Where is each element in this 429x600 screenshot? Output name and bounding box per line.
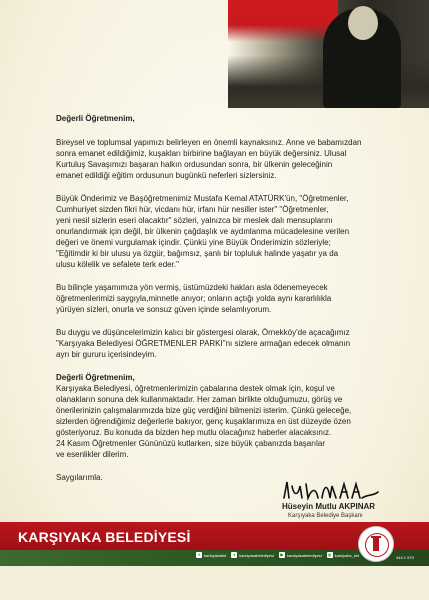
- social-label: karsiyaka_bel: [334, 552, 360, 558]
- signature-scribble: [280, 478, 380, 504]
- phone-number: 444 1 570: [396, 555, 414, 560]
- social-item-instagram[interactable]: [327, 552, 359, 558]
- social-label: karsiyakabld: [204, 552, 227, 558]
- signature-title: Karşıyaka Belediye Başkanı: [288, 513, 363, 519]
- facebook-icon: f: [196, 552, 202, 558]
- social-item-twitter[interactable]: [231, 552, 274, 558]
- flag-graphic: [228, 0, 338, 42]
- instagram-icon: ◎: [327, 552, 332, 557]
- social-links: [196, 552, 359, 558]
- social-item-youtube[interactable]: [279, 552, 322, 558]
- clock-tower-icon: [373, 537, 379, 551]
- municipality-emblem: [358, 526, 394, 562]
- salutation: Değerli Öğretmenim,: [56, 114, 135, 123]
- social-item-facebook[interactable]: [196, 552, 226, 558]
- paragraph-1: Bireysel ve toplumsal yapımızı belirleyen en önemli kaynaksınız. Anne ve babamızdan sonra emanet edildiğimiz, kuşakları birbirine bağlayan en büyük değersiniz. Ulusal Kurtuluş Savaşımızı başaran halkın ordusundan sonra, bir ülkenin geleceğinin emanet edildiği eğitim ordusunun bugünkü neferleri sizlersiniz.: [56, 138, 362, 180]
- brand-label: KARŞIYAKA BELEDİYESİ: [18, 529, 191, 545]
- paragraph-4: Bu duygu ve düşüncelerimizin kalıcı bir göstergesi olarak, Örnekköy'de açacağımız "Karşıyaka Belediyesi ÖĞRETMENLER PARKI"nı sizlere armağan edecek olmanın ayrı bir gururu içerisindeyim.: [56, 328, 351, 359]
- social-label: karsiyakabelediyesi: [286, 552, 322, 558]
- head-graphic: [348, 6, 378, 40]
- signature-name: Hüseyin Mutlu AKPINAR: [282, 502, 376, 511]
- paragraph-2: Büyük Önderimiz ve Başöğretmenimiz Mustafa Kemal ATATÜRK'ün, "Öğretmenler, Cumhuriyet sizden fikri hür, vicdanı hür, irfanı hür nesiller ister" "Öğretmenler, yeni nesil sizlerin eseri olacaktır" sözleri, yalnızca bir meslek dalı mensuplarını onurlandırmak için değil, bir ülkenin çağdaşlık ve aydınlanma mücadelesine verilen değeri ve önemi vurgulamak içindir. Çünkü yine Büyük Önderimizin sözleriyle; "Eğitimdir ki bir ulusu ya özgür, bağımsız, şanlı bir topluluk halinde yaşatır ya da ulusu kölelik ve sefalete terk eder.": [56, 194, 350, 269]
- paragraph-3: Bu bilinçle yaşamımıza yön vermiş, üstümüzdeki hakları asla ödenemeyecek öğretmenlerimizi saygıyla,minnetle anıyor; onların açtığı yolda aynı kararlılıkla yürüyen sizleri, onurla ve sonsuz güven içinde selamlıyorum.: [56, 283, 332, 314]
- paragraph-5: Karşıyaka Belediyesi, öğretmenlerimizin çabalarına destek olmak için, koşul ve olanakların sonuna dek kullanmaktadır. Her zaman birlikte olduğumuzu, görüş ve önerilerinizin çalışmalarımızda bize güç verdiğini bilmenizi isterim. Çünkü geleceğe, sizlerden öğrendiğimiz değerlerle bakıyor, genç kuşaklarımıza en üst düzeyde özen gösteriyoruz. Bu konuda da bizden hep mutlu olacağınız haberler alacaksınız. 24 Kasım Öğretmenler Gününüzü kutlarken, size büyük çabanızda başarılar ve esenlikler dilerim.: [56, 384, 352, 459]
- ataturk-photo: [228, 0, 429, 108]
- letter-body: [56, 113, 396, 495]
- bottom-margin: [0, 566, 429, 600]
- closing: Saygılarımla.: [56, 473, 103, 482]
- youtube-icon: ▶: [280, 552, 284, 557]
- signature-block: [258, 478, 408, 528]
- social-label: karsiyakabelediyesi: [239, 552, 274, 558]
- salutation-2: Değerli Öğretmenim,: [56, 373, 135, 382]
- twitter-icon: t: [231, 552, 237, 558]
